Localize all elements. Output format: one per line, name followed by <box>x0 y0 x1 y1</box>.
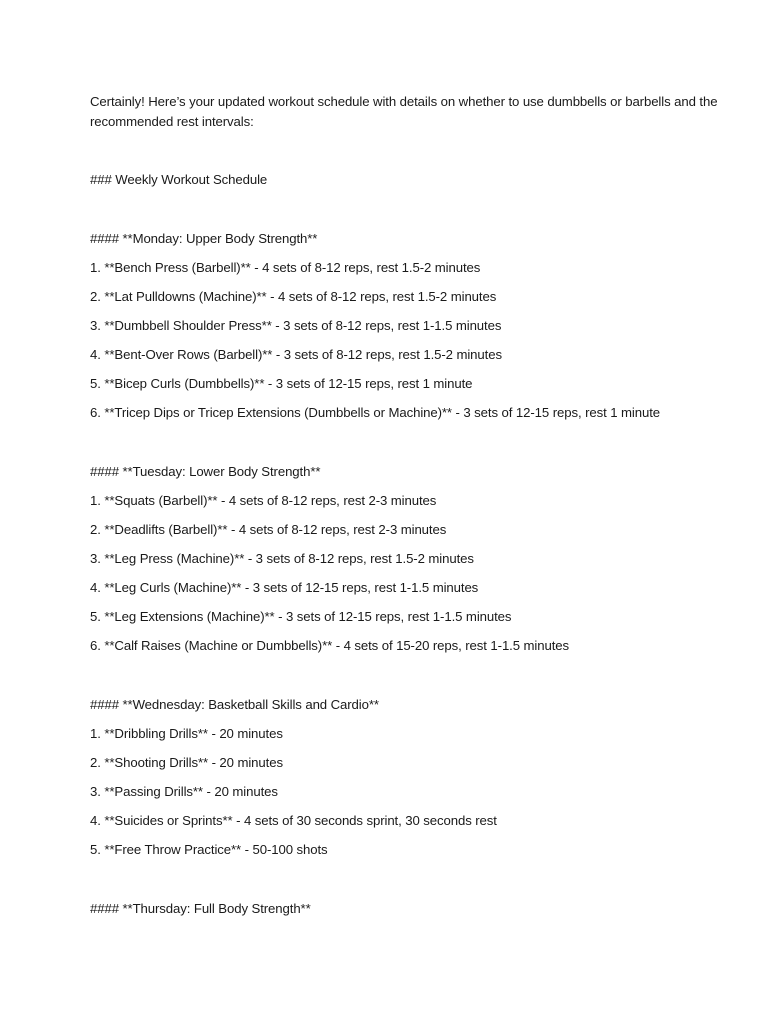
list-item: 4. **Bent-Over Rows (Barbell)** - 3 sets of 8-12 reps, rest 1.5-2 minutes <box>90 347 502 362</box>
list-item: 2. **Shooting Drills** - 20 minutes <box>90 755 283 770</box>
list-item: 1. **Dribbling Drills** - 20 minutes <box>90 726 283 741</box>
list-item: 2. **Deadlifts (Barbell)** - 4 sets of 8-12 reps, rest 2-3 minutes <box>90 522 447 537</box>
list-item: 4. **Suicides or Sprints** - 4 sets of 30 seconds sprint, 30 seconds rest <box>90 813 497 828</box>
document-body <box>90 92 730 919</box>
day-section-monday <box>90 229 730 423</box>
list-item: 2. **Lat Pulldowns (Machine)** - 4 sets of 8-12 reps, rest 1.5-2 minutes <box>90 289 497 304</box>
day-section-tuesday <box>90 462 730 656</box>
list-item: 3. **Dumbbell Shoulder Press** - 3 sets of 8-12 reps, rest 1-1.5 minutes <box>90 318 502 333</box>
day-section-thursday <box>90 899 730 919</box>
list-item: 3. **Leg Press (Machine)** - 3 sets of 8-12 reps, rest 1.5-2 minutes <box>90 551 474 566</box>
list-item: 1. **Squats (Barbell)** - 4 sets of 8-12 reps, rest 2-3 minutes <box>90 493 437 508</box>
list-item: 5. **Leg Extensions (Machine)** - 3 sets of 12-15 reps, rest 1-1.5 minutes <box>90 609 512 624</box>
day-title-monday: #### **Monday: Upper Body Strength** <box>90 231 318 246</box>
day-title-tuesday: #### **Tuesday: Lower Body Strength** <box>90 464 321 479</box>
list-item: 4. **Leg Curls (Machine)** - 3 sets of 12-15 reps, rest 1-1.5 minutes <box>90 580 479 595</box>
list-item: 5. **Bicep Curls (Dumbbells)** - 3 sets of 12-15 reps, rest 1 minute <box>90 376 473 391</box>
day-section-wednesday <box>90 695 730 860</box>
day-title-wednesday: #### **Wednesday: Basketball Skills and Cardio** <box>90 697 379 712</box>
list-item: 6. **Tricep Dips or Tricep Extensions (Dumbbells or Machine)** - 3 sets of 12-15 reps, rest 1 minute <box>90 405 660 420</box>
list-item: 1. **Bench Press (Barbell)** - 4 sets of 8-12 reps, rest 1.5-2 minutes <box>90 260 481 275</box>
list-item: 6. **Calf Raises (Machine or Dumbbells)** - 4 sets of 15-20 reps, rest 1-1.5 minutes <box>90 638 570 653</box>
day-title-thursday: #### **Thursday: Full Body Strength** <box>90 901 311 916</box>
schedule-heading: ### Weekly Workout Schedule <box>90 172 268 187</box>
list-item: 5. **Free Throw Practice** - 50-100 shots <box>90 842 328 857</box>
list-item: 3. **Passing Drills** - 20 minutes <box>90 784 278 799</box>
intro-paragraph: Certainly! Here’s your updated workout schedule with details on whether to use dumbbells or barbells and the recommended rest intervals: <box>90 94 718 129</box>
